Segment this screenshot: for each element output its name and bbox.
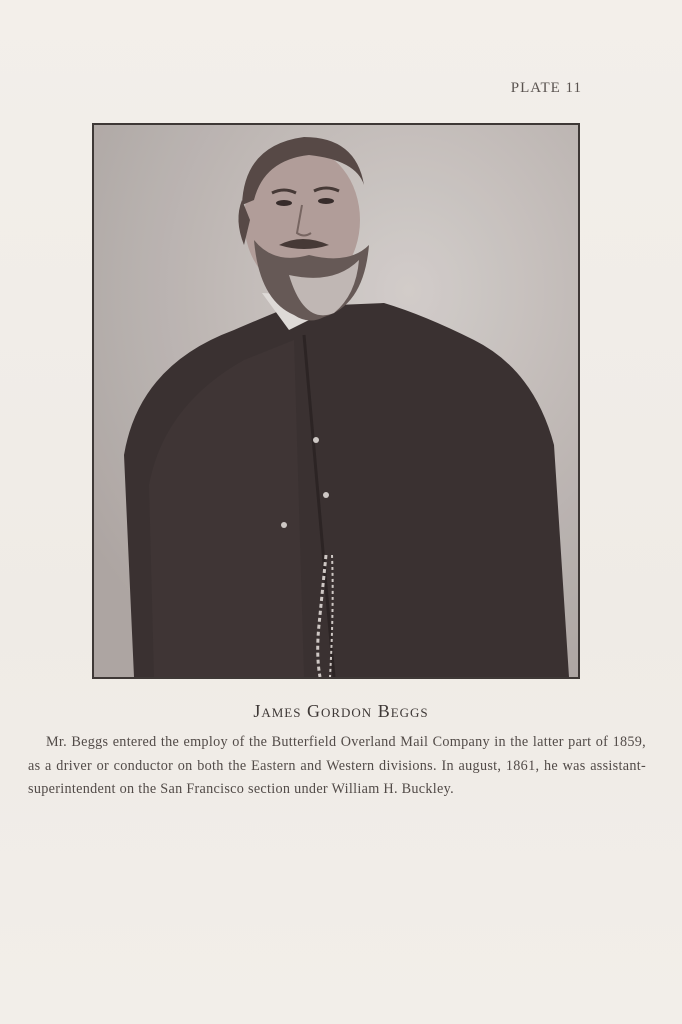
caption-title: James Gordon Beggs xyxy=(253,701,429,721)
caption-body: Mr. Beggs entered the employ of the Butterfield Overland Mail Company in the latter part of 1859, as a driver or conductor on both the Eastern and Western divisions. In august, 1861, he was assistant-superintendent on the San Francisco section under William H. Buckley. xyxy=(28,734,646,797)
plate-number: PLATE 11 xyxy=(510,80,582,96)
portrait-photo xyxy=(92,123,580,679)
portrait-image xyxy=(94,125,578,677)
